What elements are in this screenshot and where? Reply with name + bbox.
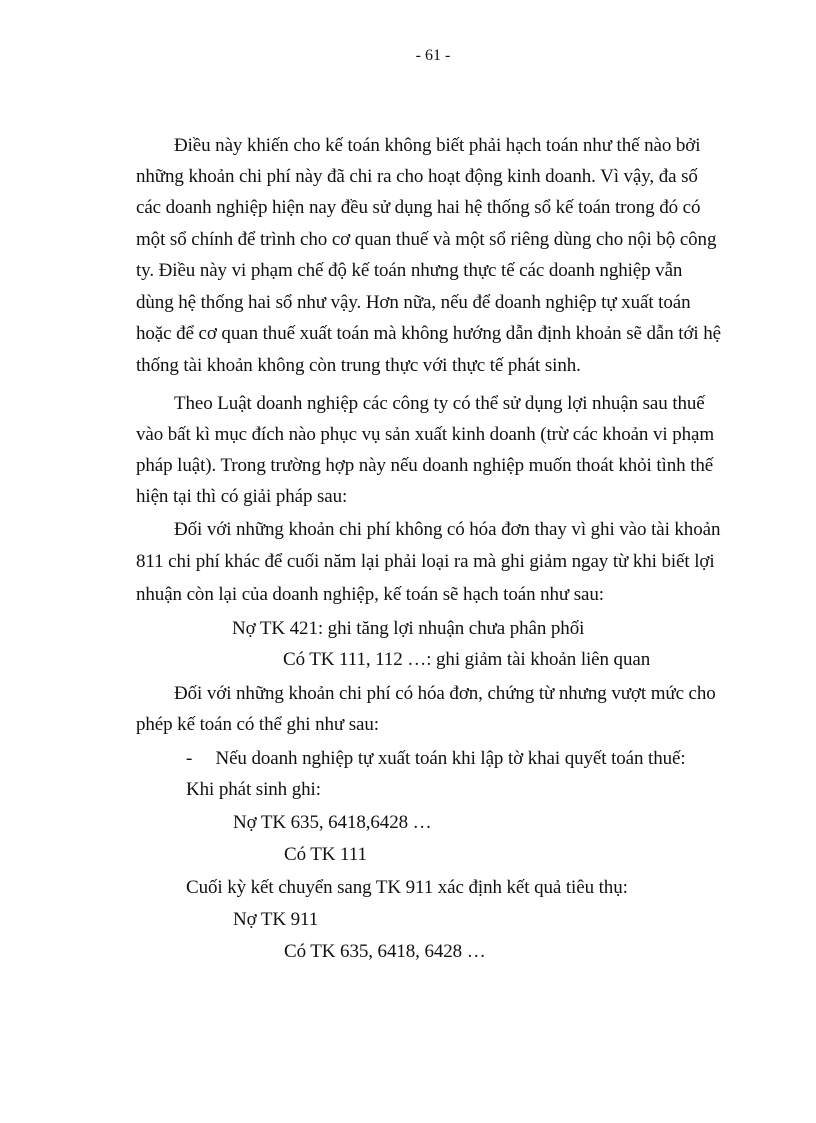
journal-entry-credit: Có TK 635, 6418, 6428 … [284, 941, 486, 962]
text-line: Khi phát sinh ghi: [186, 779, 321, 800]
journal-entry-credit: Có TK 111 [284, 844, 367, 865]
text-line: Đối với những khoản chi phí không có hóa đơn thay vì ghi vào tài khoản [174, 519, 721, 540]
text-line: một sổ chính để trình cho cơ quan thuế và một sổ riêng dùng cho nội bộ công [136, 229, 717, 250]
journal-entry-credit: Có TK 111, 112 …: ghi giảm tài khoản liên quan [283, 649, 651, 670]
text-line: dùng hệ thống hai sổ như vậy. Hơn nữa, nếu để doanh nghiệp tự xuất toán [136, 292, 691, 313]
journal-entry-debit: Nợ TK 911 [233, 909, 319, 930]
text-line: thống tài khoản không còn trung thực với thực tế phát sinh. [136, 355, 581, 376]
text-line: pháp luật). Trong trường hợp này nếu doanh nghiệp muốn thoát khỏi tình thế [136, 455, 714, 476]
journal-entry-debit: Nợ TK 421: ghi tăng lợi nhuận chưa phân phối [232, 618, 585, 639]
list-item: - Nếu doanh nghiệp tự xuất toán khi lập tờ khai quyết toán thuế: [186, 748, 686, 769]
text-line: những khoản chi phí này đã chi ra cho hoạt động kinh doanh. Vì vậy, đa số [136, 166, 698, 187]
text-line: hiện tại thì có giải pháp sau: [136, 486, 348, 507]
page-number: - 61 - [415, 47, 451, 64]
text-line: 811 chi phí khác để cuối năm lại phải loại ra mà ghi giảm ngay từ khi biết lợi [136, 551, 715, 572]
text-line: vào bất kì mục đích nào phục vụ sản xuất kinh doanh (trừ các khoản vi phạm [136, 424, 715, 445]
text-line: Đối với những khoản chi phí có hóa đơn, chứng từ nhưng vượt mức cho [174, 683, 716, 704]
text-line: ty. Điều này vi phạm chế độ kế toán nhưng thực tế các doanh nghiệp vẫn [136, 260, 683, 281]
text-line: các doanh nghiệp hiện nay đều sử dụng hai hệ thống sổ kế toán trong đó có [136, 197, 701, 218]
text-line: hoặc để cơ quan thuế xuất toán mà không hướng dẫn định khoản sẽ dẫn tới hệ [136, 323, 721, 344]
text-line: Điều này khiến cho kế toán không biết phải hạch toán như thế nào bởi [174, 135, 701, 156]
text-line: nhuận còn lại của doanh nghiệp, kế toán sẽ hạch toán như sau: [136, 584, 604, 605]
text-line: phép kế toán có thể ghi như sau: [136, 714, 379, 735]
journal-entry-debit: Nợ TK 635, 6418,6428 … [233, 812, 432, 833]
text-line: Theo Luật doanh nghiệp các công ty có thể sử dụng lợi nhuận sau thuế [174, 393, 705, 414]
text-line: Cuối kỳ kết chuyển sang TK 911 xác định kết quả tiêu thụ: [186, 877, 628, 898]
